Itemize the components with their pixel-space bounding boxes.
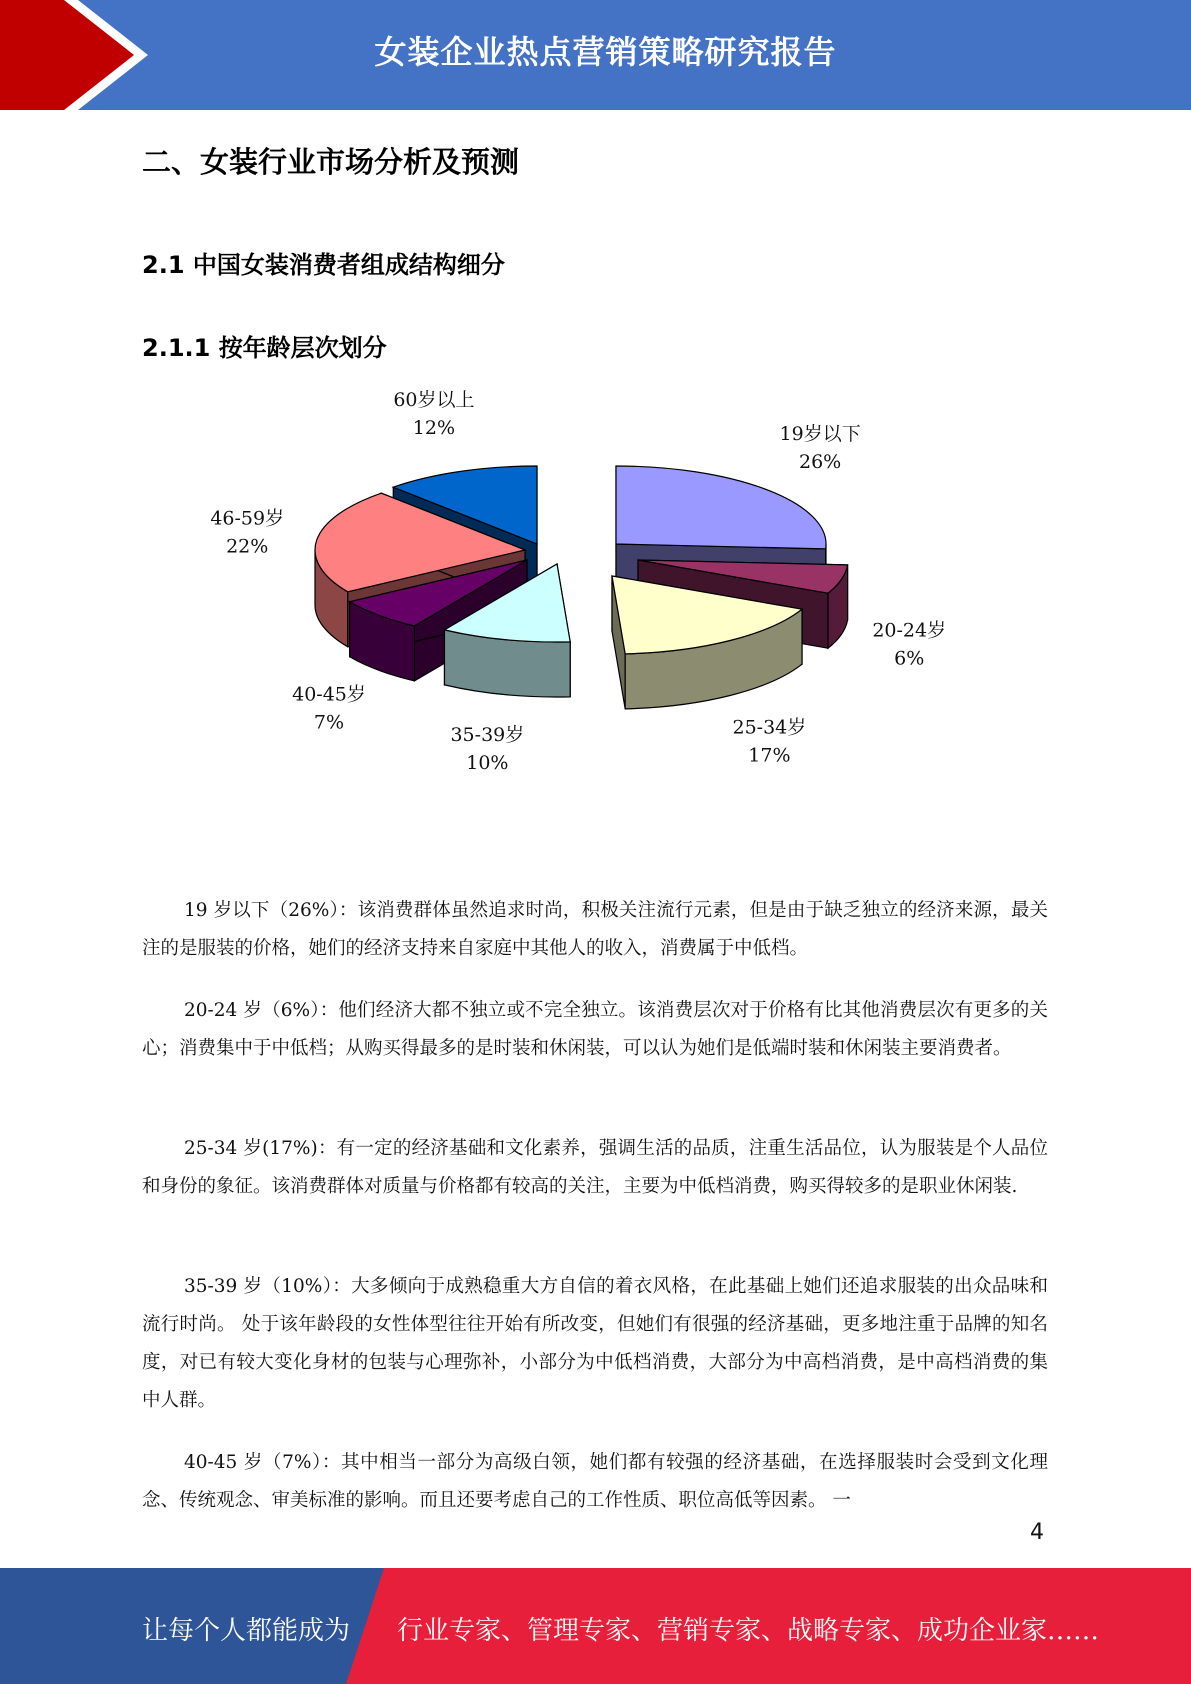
pie-label-0-name: 19岁以下 [779,423,861,446]
pie-label-2-name: 25-34岁 [732,716,807,739]
paragraph-age-25-34: 25-34 岁(17%)：有一定的经济基础和文化素养，强调生活的品质，注重生活品位，认为服装是个人品位和身份的象征。该消费群体对质量与价格都有较高的关注，主要为中低档消费，购买得较多的是职业休闲装. [142,1138,1048,1197]
pie-label-0-value: 26% [798,451,842,474]
pie-label-4-value: 7% [313,711,345,734]
paragraph-age-35-39: 35-39 岁（10%）：大多倾向于成熟稳重大方自信的着衣风格，在此基础上她们还追求服装的出众品味和流行时尚。 处于该年龄段的女性体型往往开始有所改变，但她们有很强的经济基础，更多地注重于品牌的知名度，对已有较大变化身材的包装与心理弥补，小部分为中低档消费，大部分为中高档消费，是中高档消费的集中人群。 [142,1276,1048,1411]
paragraph-age-40-45: 40-45 岁（7%）：其中相当一部分为高级白领，她们都有较强的经济基础，在选择服装时会受到文化理念、传统观念、审美标准的影响。而且还要考虑自己的工作性质、职位高低等因素。 一 [142,1452,1048,1511]
pie-label-1-name: 20-24岁 [872,619,947,642]
footer-slogan-right: 行业专家、管理专家、营销专家、战略专家、成功企业家…… [397,1616,1100,1646]
page-number: 4 [1030,1520,1044,1545]
report-title: 女装企业热点营销策略研究报告 [374,33,837,71]
footer-slogan-left: 让每个人都能成为 [142,1616,351,1646]
pie-label-3-name: 35-39岁 [450,724,525,747]
report-header [0,0,1191,110]
paragraph-age-20-24: 20-24 岁（6%）：他们经济大都不独立或不完全独立。该消费层次对于价格有比其他消费层次有更多的关心；消费集中于中低档；从购买得最多的是时装和休闲装，可以认为她们是低端时装和休闲装主要消费者。 [142,1000,1048,1059]
report-footer [0,1568,1191,1684]
paragraph-age-under-19: 19 岁以下（26%）：该消费群体虽然追求时尚，积极关注流行元素，但是由于缺乏独立的经济来源，最关注的是服装的价格，她们的经济支持来自家庭中其他人的收入，消费属于中低档。 [142,900,1048,959]
pie-label-5-value: 22% [226,535,269,558]
pie-label-6-value: 12% [412,416,456,439]
section-heading-level1: 二、女装行业市场分析及预测 [142,145,520,179]
pie-slices-layer [315,466,848,709]
section-heading-level2: 2.1 中国女装消费者组成结构细分 [142,251,505,279]
pie-slice-0-top [616,466,826,549]
age-distribution-pie-chart [200,388,947,775]
pie-label-5-name: 46-59岁 [210,507,285,530]
pie-label-4-name: 40-45岁 [292,683,366,706]
section-heading-level3: 2.1.1 按年龄层次划分 [142,334,387,362]
pie-label-6-name: 60岁以上 [393,388,475,411]
pie-label-1-value: 6% [894,647,925,670]
pie-label-3-value: 10% [466,752,509,775]
pie-label-2-value: 17% [748,744,791,767]
